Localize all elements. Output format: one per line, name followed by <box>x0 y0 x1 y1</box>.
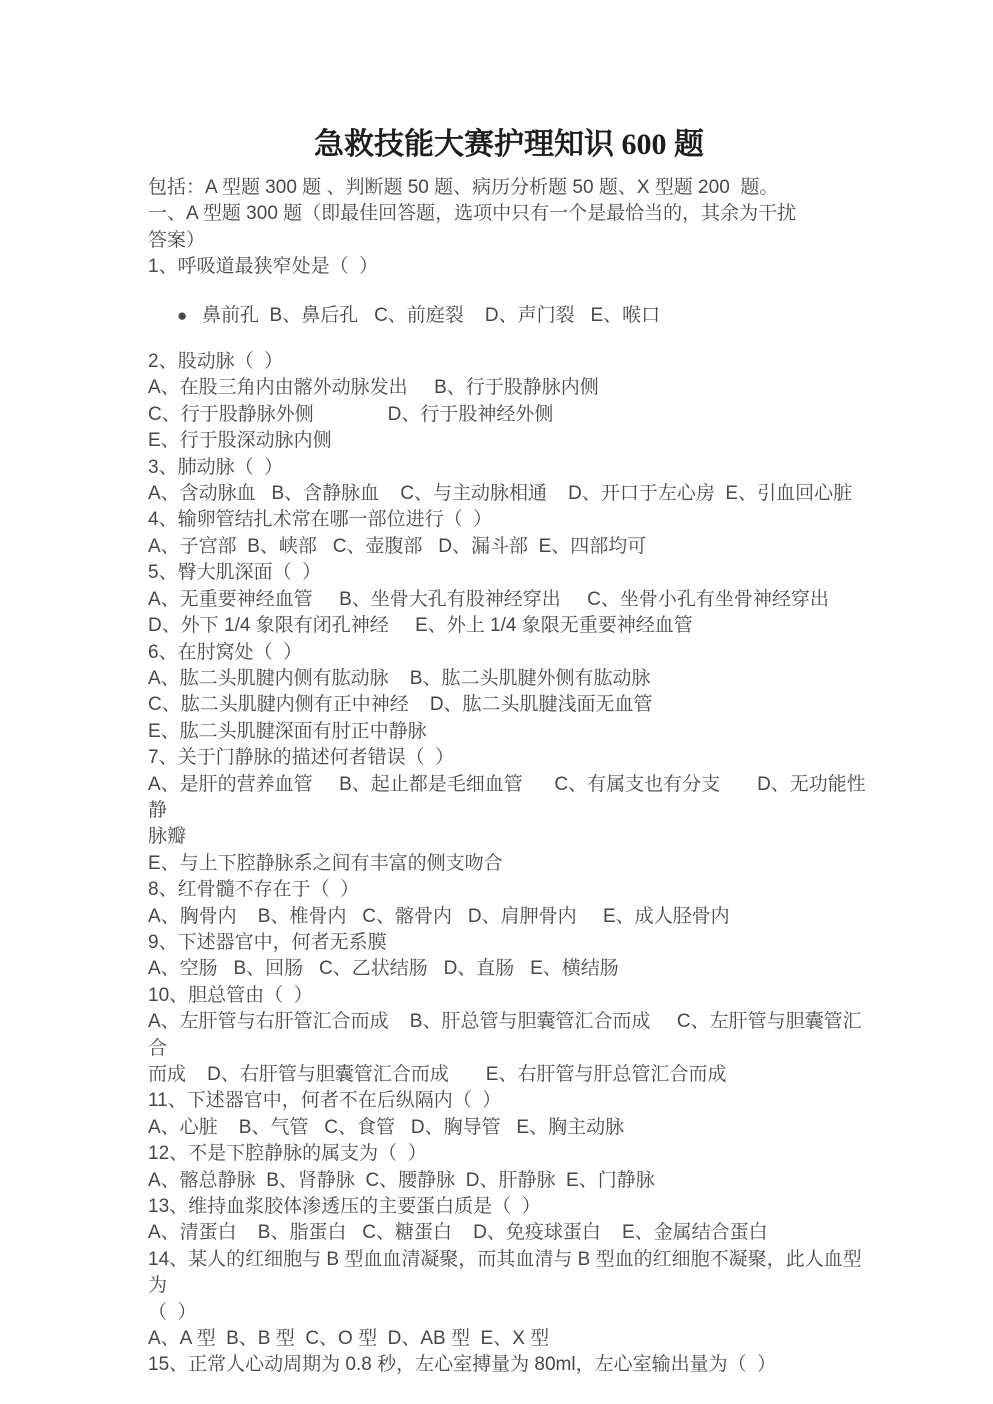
document-line: A、子宫部 B、峡部 C、壶腹部 D、漏斗部 E、四部均可 <box>148 535 647 557</box>
document-line: A、左肝管与右肝管汇合而成 B、肝总管与胆囊管汇合而成 C、左肝管与胆囊管汇合 <box>148 1011 862 1059</box>
document-content <box>148 126 870 1379</box>
document-line: 2、股动脉（ ） <box>148 351 284 373</box>
document-line: 8、红骨髓不存在于（ ） <box>148 879 360 901</box>
document-line: A、清蛋白 B、脂蛋白 C、糖蛋白 D、免疫球蛋白 E、金属结合蛋白 <box>148 1222 768 1244</box>
document-line: 9、下述器官中，何者无系膜 <box>148 931 387 953</box>
document-line: A、A 型 B、B 型 C、O 型 D、AB 型 E、X 型 <box>148 1328 550 1350</box>
document-line: A、髂总静脉 B、肾静脉 C、腰静脉 D、肝静脉 E、门静脉 <box>148 1169 655 1191</box>
document-line: A、无重要神经血管 B、坐骨大孔有股神经穿出 C、坐骨小孔有坐骨神经穿出 <box>148 588 829 610</box>
document-line: 15、正常人心动周期为 0.8 秒，左心室搏量为 80ml，左心室输出量为（ ） <box>148 1354 777 1376</box>
document-line: A、肱二头肌腱内侧有肱动脉 B、肱二头肌腱外侧有肱动脉 <box>148 667 651 689</box>
document-line: 13、维持血浆胶体渗透压的主要蛋白质是（ ） <box>148 1196 541 1218</box>
document-line: 6、在肘窝处（ ） <box>148 641 303 663</box>
document-line: A、空肠 B、回肠 C、乙状结肠 D、直肠 E、横结肠 <box>148 958 619 980</box>
document-line: 脉瓣 <box>148 826 187 848</box>
document-line: E、肱二头肌腱深面有肘正中静脉 <box>148 720 427 742</box>
document-line: A、胸骨内 B、椎骨内 C、髂骨内 D、肩胛骨内 E、成人胫骨内 <box>148 905 730 927</box>
document-body <box>148 175 870 1379</box>
document-line: 1、呼吸道最狭窄处是（ ） <box>148 256 379 278</box>
document-line: 11、下述器官中，何者不在后纵隔内（ ） <box>148 1090 502 1112</box>
document-line: 7、关于门静脉的描述何者错误（ ） <box>148 747 455 769</box>
document-line: 包括：A 型题 300 题 、判断题 50 题、病历分析题 50 题、X 型题 200 题。 <box>148 177 779 198</box>
document-line: E、行于股深动脉内侧 <box>148 430 332 452</box>
document-line: A、心脏 B、气管 C、食管 D、胸导管 E、胸主动脉 <box>148 1116 625 1138</box>
document-title: 急救技能大赛护理知识 600 题 <box>314 128 704 161</box>
document-line: 14、某人的红细胞与 B 型血血清凝聚，而其血清与 B 型血的红细胞不凝聚，此人血型为 <box>148 1248 862 1297</box>
document-line: 而成 D、右肝管与胆囊管汇合而成 E、右肝管与肝总管汇合而成 <box>148 1064 727 1085</box>
document-line: 一、A 型题 300 题（即最佳回答题，选项中只有一个是最恰当的，其余为干扰 <box>148 203 797 225</box>
document-line: 5、臀大肌深面（ ） <box>148 562 322 584</box>
document-line: 12、不是下腔静脉的属支为（ ） <box>148 1143 427 1165</box>
document-line: D、外下 1/4 象限有闭孔神经 E、外上 1/4 象限无重要神经血管 <box>148 615 693 637</box>
bullet-list-item <box>148 303 870 329</box>
document-line: 答案） <box>148 229 206 251</box>
document-line: （ ） <box>148 1301 197 1323</box>
document-line: 10、胆总管由（ ） <box>148 984 313 1006</box>
document-line: A、含动脉血 B、含静脉血 C、与主动脉相通 D、开口于左心房 E、引血回心脏 <box>148 483 853 505</box>
document-line: C、行于股静脉外侧 D、行于股神经外侧 <box>148 403 554 425</box>
document-line: 3、肺动脉（ ） <box>148 456 284 478</box>
bullet-item-text: 鼻前孔 B、鼻后孔 C、前庭裂 D、声门裂 E、喉口 <box>202 304 661 326</box>
document-line: A、在股三角内由髂外动脉发出 B、行于股静脉内侧 <box>148 377 599 399</box>
document-line: 4、输卵管结扎术常在哪一部位进行（ ） <box>148 509 493 531</box>
document-line: A、是肝的营养血管 B、起止都是毛细血管 C、有属支也有分支 D、无功能性静 <box>148 773 866 821</box>
document-line: E、与上下腔静脉系之间有丰富的侧支吻合 <box>148 852 503 874</box>
bullet-icon: ● <box>177 305 188 325</box>
document-line: C、肱二头肌腱内侧有正中神经 D、肱二头肌腱浅面无血管 <box>148 694 653 716</box>
